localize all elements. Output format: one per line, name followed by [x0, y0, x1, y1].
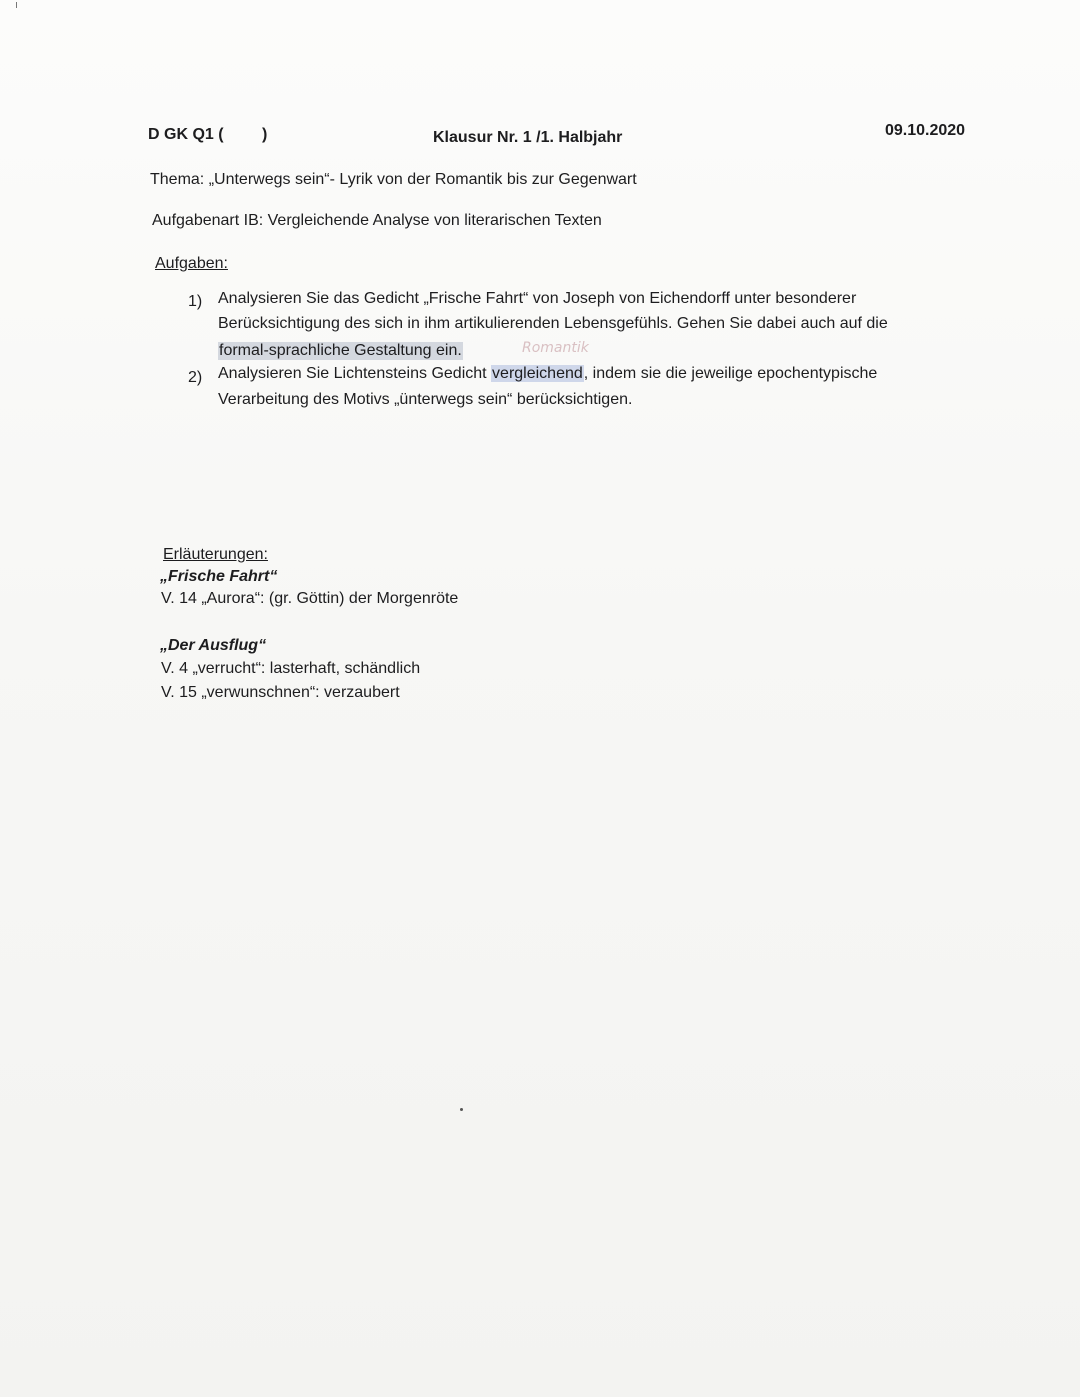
- task-2-line-1-end: , indem sie die jeweilige epochentypische: [583, 365, 878, 382]
- task-1-line-1: Analysieren Sie das Gedicht „Frische Fahrt“ von Joseph von Eichendorff unter besonderer: [218, 290, 857, 307]
- task-2-highlight: vergleichend: [492, 365, 583, 382]
- poem-1-note: V. 14 „Aurora“: (gr. Göttin) der Morgenröte: [161, 590, 459, 607]
- course-label: D GK Q1 (: [148, 126, 224, 143]
- tasks-heading: Aufgaben:: [155, 255, 228, 272]
- task-2-line-1: [218, 365, 877, 383]
- poem-2-title: „Der Ausflug“: [160, 637, 267, 654]
- exam-title: Klausur Nr. 1 /1. Halbjahr: [433, 129, 623, 146]
- task-2-line-2: Verarbeitung des Motivs „ünterwegs sein“ berücksichtigen.: [218, 391, 633, 408]
- poem-2-note-1: V. 4 „verrucht“: lasterhaft, schändlich: [161, 660, 421, 677]
- scan-speck: [460, 1108, 463, 1111]
- course-label-close: ): [262, 126, 268, 143]
- handwritten-note: Romantik: [522, 340, 589, 356]
- exam-topic: Thema: „Unterwegs sein“- Lyrik von der Romantik bis zur Gegenwart: [150, 171, 637, 188]
- poem-1-title: „Frische Fahrt“: [160, 568, 278, 585]
- task-type: Aufgabenart IB: Vergleichende Analyse von literarischen Texten: [152, 212, 602, 229]
- notes-heading: Erläuterungen:: [163, 546, 268, 563]
- task-1-line-2: Berücksichtigung des sich in ihm artikulierenden Lebensgefühls. Gehen Sie dabei auch auf die: [218, 315, 888, 332]
- task-2-number: 2): [188, 369, 203, 386]
- poem-2-note-2: V. 15 „verwunschnen“: verzaubert: [161, 684, 400, 701]
- task-1-line-3: formal-sprachliche Gestaltung ein.: [219, 342, 462, 359]
- task-1-number: 1): [188, 293, 203, 310]
- exam-date: 09.10.2020: [885, 122, 966, 139]
- task-2-line-1-start: Analysieren Sie Lichtensteins Gedicht: [218, 365, 492, 382]
- scan-mark: [16, 2, 17, 8]
